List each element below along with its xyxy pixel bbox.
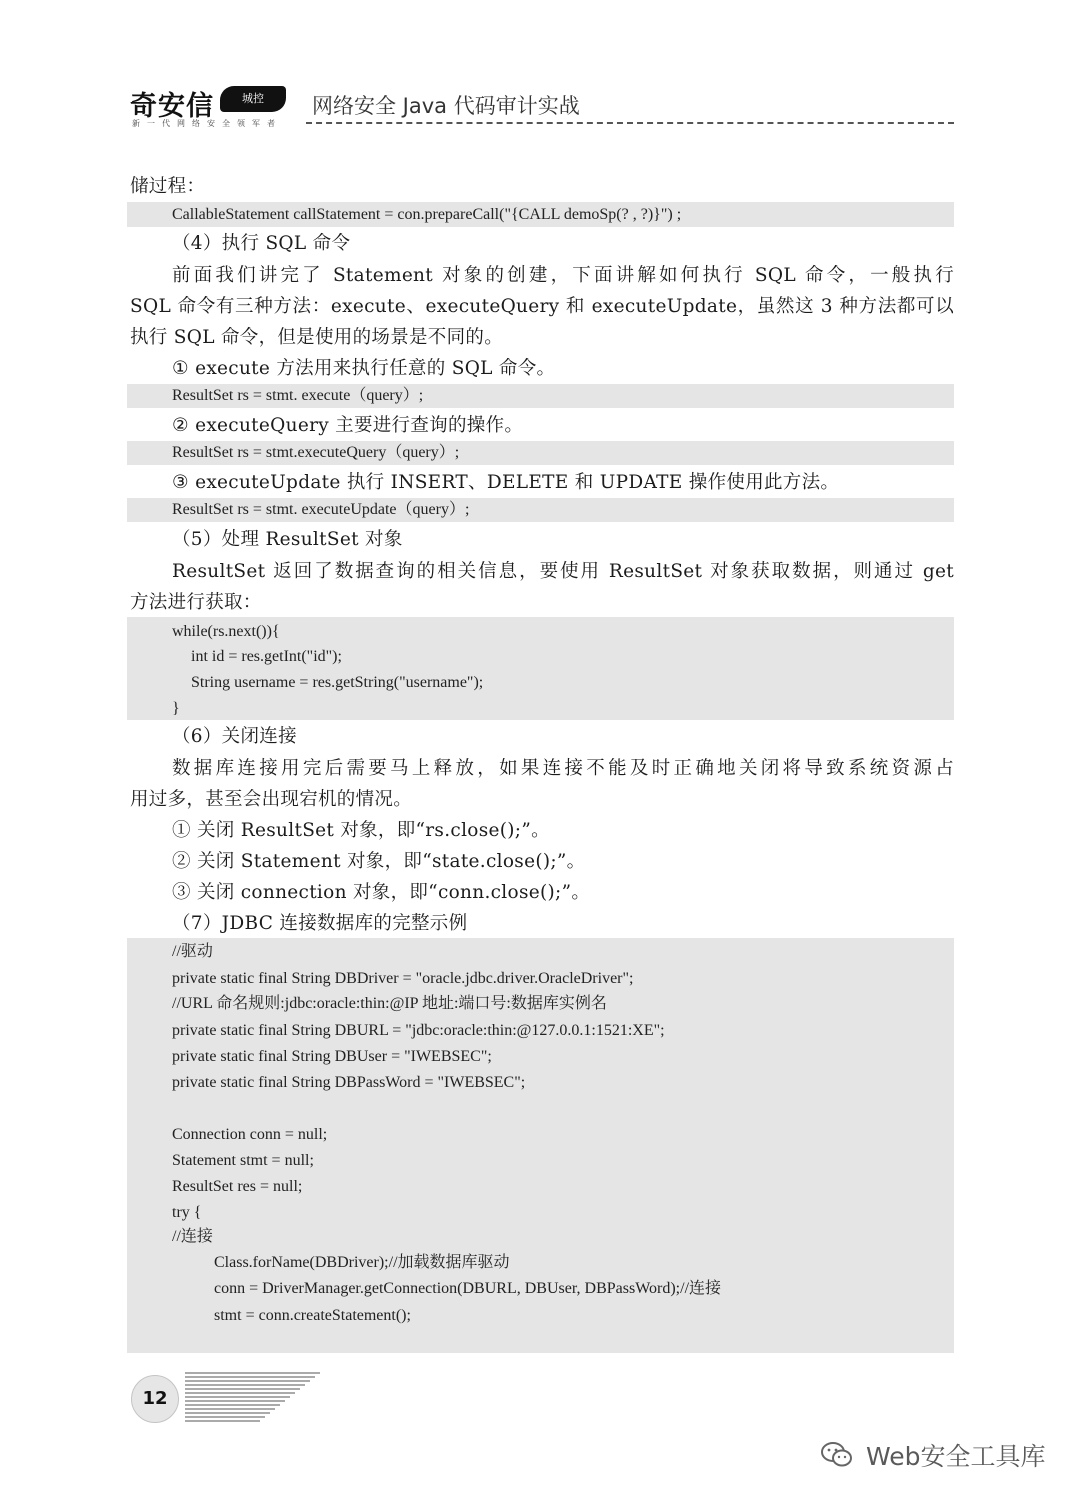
header-rule	[306, 122, 954, 124]
code-line: ResultSet rs = stmt. executeUpdate（query）;	[172, 501, 470, 518]
code-block-jdbc-example	[127, 938, 954, 1353]
watermark	[820, 1437, 1045, 1477]
code-line: Statement stmt = null;	[172, 1152, 314, 1169]
paragraph-execute-3: 执行 SQL 命令，但是使用的场景是不同的。	[130, 327, 503, 348]
code-line: ResultSet rs = stmt.executeQuery（query）;	[172, 444, 460, 461]
paragraph-resultset-2: 方法进行获取：	[130, 592, 262, 613]
code-line: Class.forName(DBDriver);//加载数据库驱动	[214, 1254, 510, 1271]
heading-close-connection: （6）关闭连接	[172, 726, 297, 747]
code-line: try {	[172, 1204, 202, 1221]
list-item-close-statement: ② 关闭 Statement 对象，即“state.close();”。	[172, 851, 586, 872]
code-line: private static final String DBUser = "IWEBSEC";	[172, 1048, 492, 1065]
list-item-executequery: ② executeQuery 主要进行查询的操作。	[172, 415, 524, 436]
watermark-text: Web安全工具库	[865, 1442, 1046, 1471]
paragraph-execute-1: 前面我们讲完了 Statement 对象的创建，下面讲解如何执行 SQL 命令，一般执行	[172, 265, 954, 286]
code-line: Connection conn = null;	[172, 1126, 328, 1143]
code-line: String username = res.getString("username");	[191, 674, 484, 691]
code-block-execute	[127, 384, 954, 408]
logo-tagline: 新一代网络安全领军者	[132, 119, 282, 128]
code-line: int id = res.getInt("id");	[191, 648, 342, 665]
paragraph-resultset-1: ResultSet 返回了数据查询的相关信息，要使用 ResultSet 对象获取数据，则通过 get	[172, 561, 954, 582]
code-line: //URL 命名规则:jdbc:oracle:thin:@IP 地址:端口号:数据库实例名	[172, 995, 607, 1012]
code-line: //连接	[172, 1228, 213, 1245]
code-line: CallableStatement callStatement = con.prepareCall("{CALL demoSp(? , ?)}") ;	[172, 206, 682, 223]
heading-resultset: （5）处理 ResultSet 对象	[172, 529, 403, 550]
heading-execute-sql: （4）执行 SQL 命令	[172, 233, 351, 254]
book-title: 网络安全 Java 代码审计实战	[312, 94, 580, 118]
heading-jdbc-example: （7）JDBC 连接数据库的完整示例	[172, 913, 468, 934]
code-line: while(rs.next()){	[172, 623, 280, 640]
paragraph-intro: 储过程：	[130, 176, 206, 197]
paragraph-close-1: 数据库连接用完后需要马上释放，如果连接不能及时正确地关闭将导致系统资源占	[172, 758, 954, 779]
publisher-logo: 奇安信	[130, 91, 214, 122]
list-item-close-connection: ③ 关闭 connection 对象，即“conn.close();”。	[172, 882, 591, 903]
code-block-executequery	[127, 441, 954, 465]
list-item-close-resultset: ① 关闭 ResultSet 对象，即“rs.close();”。	[172, 820, 550, 841]
code-line: stmt = conn.createStatement();	[214, 1307, 411, 1324]
wechat-icon	[820, 1441, 854, 1469]
code-block-while	[127, 617, 954, 720]
paragraph-close-2: 用过多，甚至会出现宕机的情况。	[130, 789, 413, 810]
code-block-executeupdate	[127, 498, 954, 522]
logo-badge: 城控	[220, 86, 286, 112]
code-line: //驱动	[172, 943, 213, 960]
code-block-callable	[127, 202, 954, 227]
code-line: conn = DriverManager.getConnection(DBURL, DBUser, DBPassWord);//连接	[214, 1280, 722, 1297]
code-line: ResultSet res = null;	[172, 1178, 303, 1195]
paragraph-execute-2: SQL 命令有三种方法：execute、executeQuery 和 executeUpdate，虽然这 3 种方法都可以	[130, 296, 954, 317]
code-line: private static final String DBDriver = "oracle.jdbc.driver.OracleDriver";	[172, 970, 634, 987]
code-line: ResultSet rs = stmt. execute（query）;	[172, 387, 424, 404]
list-item-execute: ① execute 方法用来执行任意的 SQL 命令。	[172, 358, 556, 379]
footer-decoration	[185, 1372, 320, 1424]
page-header	[130, 80, 954, 132]
list-item-executeupdate: ③ executeUpdate 执行 INSERT、DELETE 和 UPDATE 操作使用此方法。	[172, 472, 840, 493]
code-line: private static final String DBURL = "jdbc:oracle:thin:@127.0.0.1:1521:XE";	[172, 1022, 665, 1039]
code-line: private static final String DBPassWord = "IWEBSEC";	[172, 1074, 526, 1091]
page-number: 12	[131, 1375, 179, 1423]
code-line: }	[172, 700, 180, 717]
